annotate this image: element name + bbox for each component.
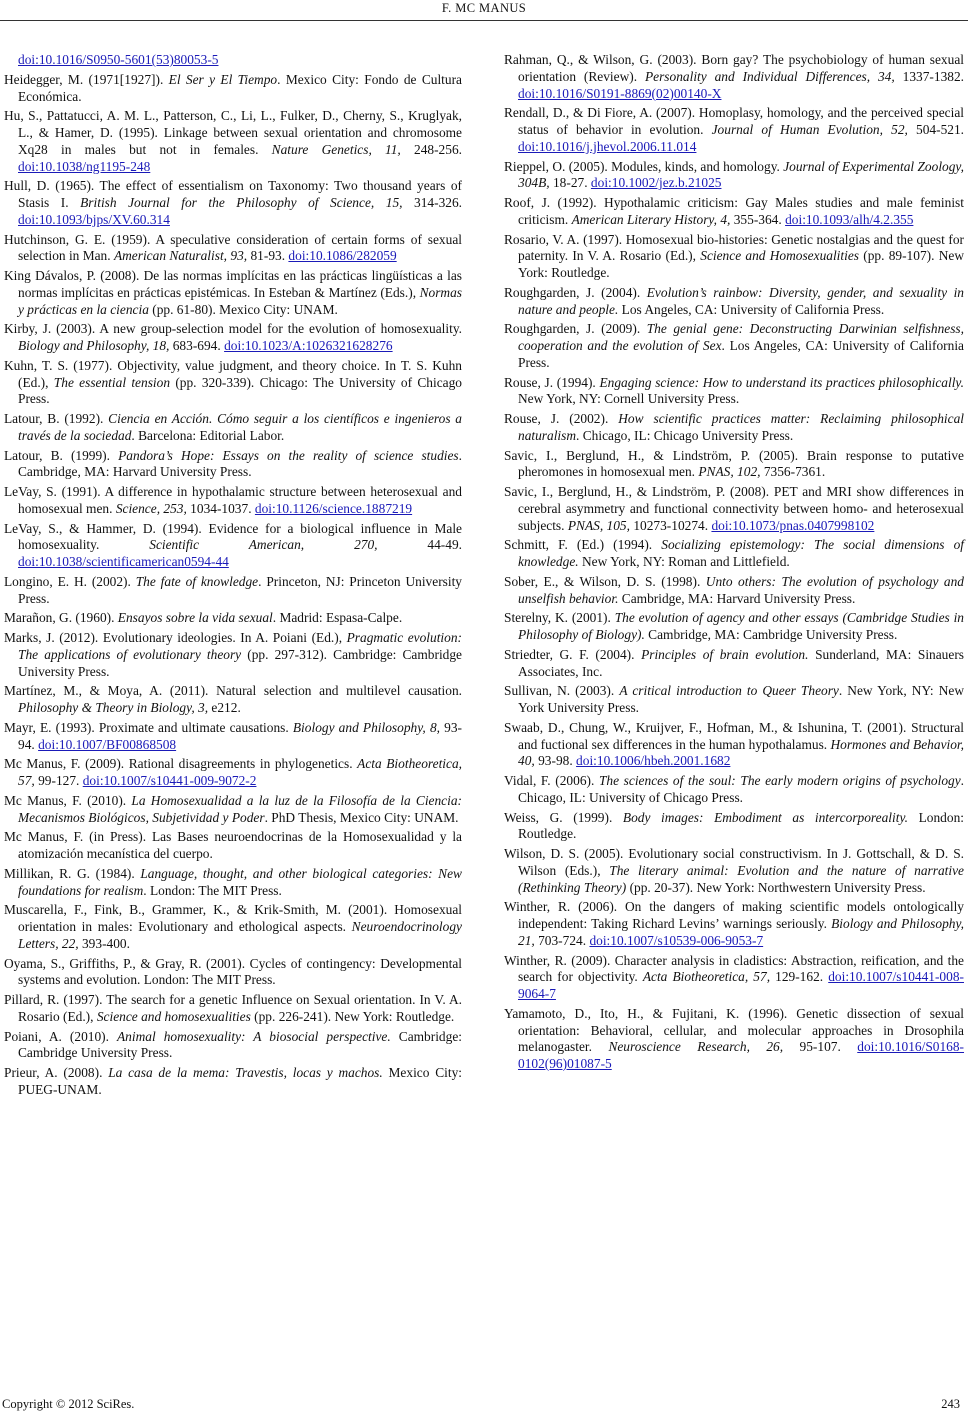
- reference-text: Winther, R. (2009). Character analysis in cladistics: Abstraction, reification, and the search for objectivity. Acta Biotheoretica, 57, 129-162.: [504, 952, 964, 985]
- reference-entry: [4, 178, 462, 228]
- reference-text: Wilson, D. S. (2005). Evolutionary social constructivism. In J. Gottschall, & D. S. Wilson (Eds.), The literary animal: Evolution and the nature of narrative (Rethinking Theory) (pp. 20-37). New York: Northwestern University Press.: [504, 846, 964, 895]
- reference-entry: [504, 537, 964, 571]
- header-rule: [0, 20, 968, 21]
- reference-text: Savic, I., Berglund, H., & Lindström, P. (2005). Brain response to putative pheromones in homosexual men. PNAS, 102, 7356-7361.: [504, 447, 964, 480]
- reference-entry: [4, 630, 462, 680]
- reference-entry: [504, 285, 964, 319]
- reference-entry: [504, 899, 964, 949]
- doi-link[interactable]: doi:10.1038/ng1195-248: [18, 158, 151, 174]
- reference-text: Muscarella, F., Fink, B., Grammer, K., & Krik-Smith, M. (2001). Homosexual orientation in males: Evolutionary and ethological aspects. Neuroendocrinology Letters, 22, 393-400.: [4, 902, 462, 951]
- reference-entry: [4, 720, 462, 754]
- reference-text: Martínez, M., & Moya, A. (2011). Natural selection and multilevel causation. Philosophy & Theory in Biology, 3, e212.: [4, 683, 462, 715]
- reference-text: Mayr, E. (1993). Proximate and ultimate causations. Biology and Philosophy, 8, 93-94.: [4, 719, 462, 752]
- reference-entry: [504, 647, 964, 681]
- reference-text: Weiss, G. (1999). Body images: Embodiment as intercorporeality. London: Routledge.: [504, 809, 964, 842]
- reference-entry: [4, 1029, 462, 1063]
- reference-entry: [4, 72, 462, 106]
- reference-entry: [4, 992, 462, 1026]
- reference-text: Heidegger, M. (1971[1927]). El Ser y El Tiempo. Mexico City: Fondo de Cultura Económica.: [4, 71, 462, 104]
- reference-text: Rieppel, O. (2005). Modules, kinds, and homology. Journal of Experimental Zoology, 304B, 18-27.: [504, 158, 964, 191]
- reference-entry: [504, 448, 964, 482]
- reference-entry: [4, 411, 462, 445]
- doi-link[interactable]: doi:10.1038/scientificamerican0594-44: [18, 554, 229, 569]
- reference-text: Marks, J. (2012). Evolutionary ideologies. In A. Poiani (Ed.), Pragmatic evolution: The applications of evolutionary theory (pp. 297-312). Cambridge: Cambridge University Press.: [4, 630, 462, 679]
- reference-text: Marañon, G. (1960). Ensayos sobre la vida sexual. Madrid: Espasa-Calpe.: [4, 610, 403, 626]
- reference-text: Winther, R. (2006). On the dangers of making scientific models ontologically independent: Taking Richard Levins’ warnings seriously. Biology and Philosophy, 21, 703-724.: [504, 899, 965, 948]
- reference-entry: [4, 521, 462, 571]
- doi-link[interactable]: doi:10.1007/s10441-009-9072-2: [82, 773, 257, 788]
- reference-entry: [4, 484, 462, 518]
- reference-text: Kirby, J. (2003). A new group-selection model for the evolution of homosexuality. Biology and Philosophy, 18, 683-694.: [4, 321, 462, 353]
- reference-entry: [504, 232, 964, 282]
- reference-text: LeVay, S., & Hammer, D. (1994). Evidence for a biological influence in Male homosexuality. Scientific American, 270, 44-49.: [4, 520, 463, 553]
- reference-entry: [4, 321, 462, 355]
- reference-text: Striedter, G. F. (2004). Principles of brain evolution. Sunderland, MA: Sinauers Associates, Inc.: [504, 646, 964, 679]
- reference-entry: [504, 411, 964, 445]
- reference-entry: [504, 810, 964, 844]
- reference-text: Swaab, D., Chung, W., Kruijver, F., Hofman, M., & Ishunina, T. (2001). Structural and fuctional sex differences in the human hypothalamus. Hormones and Behavior, 40, 93-98.: [504, 719, 965, 769]
- reference-entry: [4, 902, 462, 952]
- reference-text: Schmitt, F. (Ed.) (1994). Socializing epistemology: The social dimensions of knowledge. New York, NY: Roman and Littlefield.: [504, 537, 965, 569]
- doi-link[interactable]: doi:10.1023/A:1026321628276: [224, 338, 393, 353]
- reference-text: Sterelny, K. (2001). The evolution of agency and other essays (Cambridge Studies in Philosophy of Biology). Cambridge, MA: Cambridge University Press.: [504, 610, 964, 642]
- reference-text: Savic, I., Berglund, H., & Lindström, P. (2008). PET and MRI show differences in cerebral asymmetry and functional connectivity between homo- and heterosexual subjects. PNAS, 105, 10273-10274.: [504, 484, 964, 533]
- reference-text: Mc Manus, F. (2009). Rational disagreements in phylogenetics. Acta Biotheoretica, 57, 99-127.: [4, 756, 462, 788]
- reference-text: Rendall, D., & Di Fiore, A. (2007). Homoplasy, homology, and the perceived special status of behavior in evolution. Journal of Human Evolution, 52, 504-521.: [504, 105, 965, 137]
- reference-text: Poiani, A. (2010). Animal homosexuality: A biosocial perspective. Cambridge: Cambridge University Press.: [4, 1028, 462, 1061]
- doi-link[interactable]: doi:10.1006/hbeh.2001.1682: [576, 753, 731, 769]
- reference-text: Rahman, Q., & Wilson, G. (2003). Born gay? The psychobiology of human sexual orientation (Review). Personality and Individual Differences, 34, 1337-1382.: [504, 52, 964, 84]
- reference-text: Rouse, J. (1994). Engaging science: How to understand its practices philosophically. New York, NY: Cornell University Press.: [504, 374, 964, 407]
- reference-text: Longino, E. H. (2002). The fate of knowledge. Princeton, NJ: Princeton University Press.: [4, 573, 462, 606]
- reference-text: Hull, D. (1965). The effect of essentialism on Taxonomy: Two thousand years of Stasis I. British Journal for the Philosophy of Science, 15, 314-326.: [4, 178, 462, 210]
- reference-text: Pillard, R. (1997). The search for a genetic Influence on Sexual orientation. In V. A. Rosario (Ed.), Science and homosexualities (pp. 226-241). New York: Routledge.: [4, 992, 462, 1024]
- doi-link[interactable]: doi:10.1007/s10441-008-9064-7: [518, 969, 964, 1001]
- doi-link[interactable]: doi:10.1093/alh/4.2.355: [785, 211, 914, 227]
- reference-entry: [4, 829, 462, 863]
- reference-text: Kuhn, T. S. (1977). Objectivity, value judgment, and theory choice. In T. S. Kuhn (Ed.), The essential tension (pp. 320-339). Chicago: The University of Chicago Press.: [4, 357, 462, 407]
- reference-text: Vidal, F. (2006). The sciences of the soul: The early modern origins of psychology. Chicago, IL: University of Chicago Press.: [504, 773, 965, 805]
- reference-entry: [504, 953, 964, 1003]
- reference-entry: [4, 52, 462, 69]
- references-right-column: [504, 52, 964, 1076]
- reference-text: Roughgarden, J. (2004). Evolution’s rainbow: Diversity, gender, and sexuality in nature and people. Los Angeles, CA: University of California Press.: [504, 284, 964, 317]
- reference-entry: [504, 52, 964, 102]
- reference-entry: [4, 574, 462, 608]
- reference-entry: [504, 375, 964, 409]
- reference-text: King Dávalos, P. (2008). De las normas implícitas en las prácticas lingüísticas a las normas implícitas en prácticas epistémicas. In Esteban & Martínez (Eds.), Normas y prácticas en la ciencia (pp. 61-80). Mexico City: UNAM.: [4, 268, 462, 317]
- reference-entry: [4, 683, 462, 717]
- reference-text: Rouse, J. (2002). How scientific practices matter: Reclaiming philosophical naturalism. Chicago, IL: Chicago University Press.: [504, 411, 964, 443]
- reference-text: Latour, B. (1992). Ciencia en Acción. Cómo seguir a los científicos e ingenieros a través de la sociedad. Barcelona: Editorial Labor.: [4, 411, 463, 443]
- reference-text: Roughgarden, J. (2009). The genial gene: Deconstructing Darwinian selfishness, cooperation and the evolution of Sex. Los Angeles, CA: University of California Press.: [504, 321, 964, 370]
- reference-text: Yamamoto, D., Ito, H., & Fujitani, K. (1996). Genetic dissection of sexual orientation: Behavioral, cellular, and molecular approaches in Drosophila melanogaster. Neuroscience Research, 26, 95-107.: [504, 1005, 964, 1055]
- reference-text: Mc Manus, F. (2010). La Homosexualidad a la luz de la Filosofía de la Ciencia: Mecanismos Biológicos, Subjetividad y Poder. PhD Thesis, Mexico City: UNAM.: [4, 792, 462, 825]
- reference-entry: [504, 846, 964, 896]
- reference-entry: [4, 358, 462, 408]
- reference-text: Roof, J. (1992). Hypothalamic criticism: Gay Males studies and male feminist criticism. American Literary History, 4, 355-364.: [504, 195, 964, 227]
- reference-entry: [504, 574, 964, 608]
- reference-entry: [4, 756, 462, 790]
- running-head: F. MC MANUS: [441, 1, 527, 15]
- reference-entry: [504, 773, 964, 807]
- reference-entry: [4, 268, 462, 318]
- references-left-column: [4, 52, 462, 1102]
- doi-link[interactable]: doi:10.1086/282059: [288, 248, 397, 264]
- reference-text: LeVay, S. (1991). A difference in hypothalamic structure between heterosexual and homosexual men. Science, 253, 1034-1037.: [4, 484, 462, 516]
- doi-link[interactable]: doi:10.1007/s10539-006-9053-7: [589, 932, 764, 948]
- reference-entry: [4, 956, 462, 990]
- doi-link[interactable]: doi:10.1007/BF00868508: [38, 736, 177, 752]
- reference-entry: [504, 720, 964, 770]
- reference-entry: [4, 1065, 462, 1099]
- doi-link[interactable]: doi:10.1016/j.jhevol.2006.11.014: [518, 138, 697, 154]
- reference-entry: [504, 159, 964, 193]
- reference-text: Mc Manus, F. (in Press). Las Bases neuroendocrinas de la Homosexualidad y la atomización mecanística del cuerpo.: [4, 829, 462, 861]
- reference-text: Rosario, V. A. (1997). Homosexual bio-histories: Genetic nostalgias and the quest for paternity. In V. A. Rosario (Ed.), Science and Homosexualities (pp. 89-107). New York: Routledge.: [504, 231, 964, 280]
- reference-text: Hu, S., Pattatucci, A. M. L., Patterson, C., Li, L., Fulker, D., Cherny, S., Kruglyak, L., & Hamer, D. (1995). Linkage between sexual orientation and chromosome Xq28 in males but not in females. Nature Genetics, 11, 248-256.: [4, 108, 462, 157]
- copyright-notice: Copyright © 2012 SciRes.: [2, 1397, 135, 1411]
- doi-link[interactable]: doi:10.1126/science.1887219: [254, 500, 413, 516]
- reference-entry: [4, 866, 462, 900]
- reference-text: Millikan, R. G. (1984). Language, thought, and other biological categories: New foundations for realism. London: The MIT Press.: [4, 865, 462, 898]
- doi-link[interactable]: doi:10.1093/bjps/XV.60.314: [18, 211, 170, 227]
- doi-link[interactable]: doi:10.1016/S0191-8869(02)00140-X: [518, 85, 722, 101]
- reference-entry: [4, 108, 462, 175]
- doi-link[interactable]: doi:10.1016/S0168-0102(96)01087-5: [518, 1039, 965, 1071]
- reference-entry: [504, 195, 964, 229]
- reference-text: Sullivan, N. (2003). A critical introduction to Queer Theory. New York, NY: New York University Press.: [504, 683, 964, 715]
- reference-entry: [504, 321, 964, 371]
- doi-link[interactable]: doi:10.1002/jez.b.21025: [590, 175, 722, 191]
- doi-link[interactable]: doi:10.1016/S0950-5601(53)80053-5: [18, 52, 219, 67]
- reference-entry: [4, 610, 462, 627]
- reference-text: Latour, B. (1999). Pandora’s Hope: Essays on the reality of science studies. Cambridge, MA: Harvard University Press.: [4, 447, 463, 480]
- reference-text: Sober, E., & Wilson, D. S. (1998). Unto others: The evolution of psychology and unselfish behavior. Cambridge, MA: Harvard University Press.: [504, 573, 964, 606]
- reference-entry: [504, 105, 964, 155]
- reference-text: Hutchinson, G. E. (1959). A speculative consideration of certain forms of sexual selection in Man. American Naturalist, 93, 81-93.: [4, 231, 462, 264]
- doi-link[interactable]: doi:10.1073/pnas.0407998102: [711, 517, 875, 533]
- reference-entry: [504, 683, 964, 717]
- reference-entry: [504, 610, 964, 644]
- page-number: 243: [941, 1397, 960, 1411]
- reference-entry: [4, 793, 462, 827]
- reference-text: Prieur, A. (2008). La casa de la mema: Travestis, locas y machos. Mexico City: PUEG-UNAM.: [4, 1065, 462, 1097]
- reference-entry: [4, 448, 462, 482]
- reference-entry: [504, 1006, 964, 1073]
- reference-entry: [4, 232, 462, 266]
- reference-text: Oyama, S., Griffiths, P., & Gray, R. (2001). Cycles of contingency: Developmental systems and evolution. London: The MIT Press.: [4, 955, 462, 988]
- reference-entry: [504, 484, 964, 534]
